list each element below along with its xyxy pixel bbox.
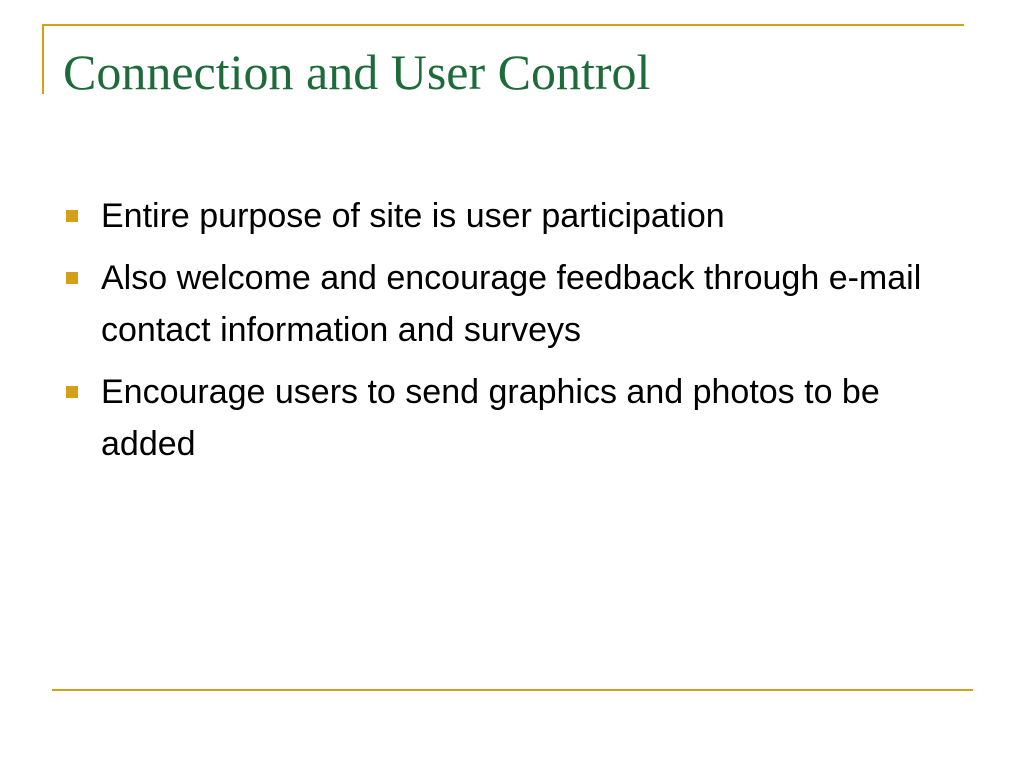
bullet-text: Entire purpose of site is user participation — [101, 197, 725, 235]
bullet-list — [66, 190, 946, 480]
left-rule — [42, 24, 44, 94]
bullet-text: Encourage users to send graphics and photos to be added — [101, 373, 880, 463]
bullet-item — [66, 252, 946, 356]
top-rule — [42, 24, 964, 26]
bullet-item — [66, 190, 946, 242]
bullet-text: Also welcome and encourage feedback through e-mail contact information and surveys — [101, 259, 922, 349]
bullet-item — [66, 366, 946, 470]
square-bullet-icon — [66, 386, 78, 398]
square-bullet-icon — [66, 210, 78, 222]
square-bullet-icon — [66, 272, 78, 284]
slide-title: Connection and User Control — [63, 44, 651, 100]
bottom-rule — [52, 689, 973, 691]
